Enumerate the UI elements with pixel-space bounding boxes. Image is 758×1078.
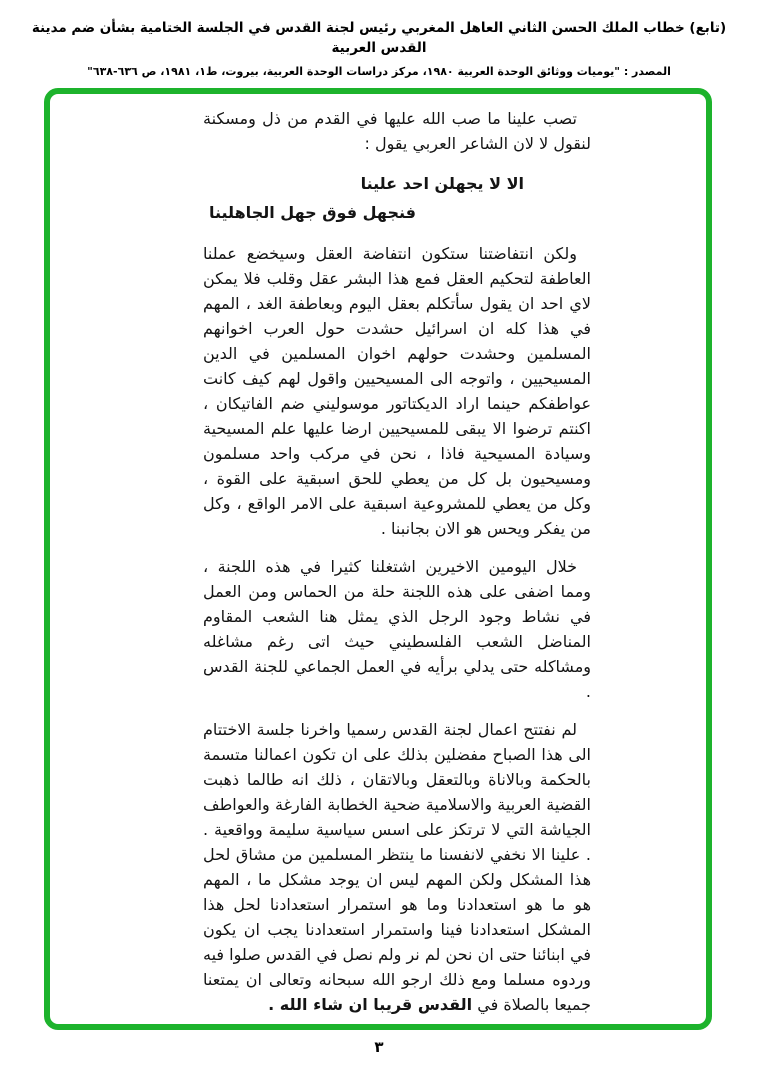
page-number: ٣ (374, 1038, 384, 1056)
paragraph-closing (203, 717, 591, 1017)
speech-text-block (203, 106, 591, 1030)
verse-line-1: الا لا يجهلن احد علينا (360, 174, 524, 193)
poetry-verse (203, 169, 591, 227)
paragraph-intifada: ولكن انتفاضتنا ستكون انتفاضة العقل وسيخضع عملنا العاطفة لتحكيم العقل فمع هذا البشر عقل وقلب فلا يمكن لاي احد ان يقول سأتكلم بعقل اليوم وبعاطفة الغد ، المهم في هذا كله ان اسرائيل حشدت حول العرب اخوانهم المسلمين وحشدت حولهم اخوان المسلمين في الدين المسيحيين ، واتوجه الى المسيحيين واقول لهم كيف كانت عواطفكم حينما اراد الديكتاتور موسوليني ضم الفاتيكان ، اكنتم ترضوا الا يبقى للمسيحيين ارضا عليها علم المسيحية وسيادة المسيحية فاذا ، نحن في مركب واحد مسلمون ومسيحيون بل كل من يعطي للحق اسبقية على القوة ، وكل من يعطي للمشروعية اسبقية على الامر الواقع ، وكل من يفكر ويحس هو الان بجانبنا . (203, 244, 591, 538)
paragraph-closing-main: لم نفتتح اعمال لجنة القدس رسميا واخرنا جلسة الاختتام الى هذا الصباح مفضلين بذلك على ان تكون اعمالنا متسمة بالحكمة وبالاناة وبالتعقل وبالاتقان ، ذلك انه طالما ذهبت القضية العربية والاسلامية ضحية الخطابة الفارغة والعواطف الجياشة التي لا ترتكز على اسس سياسية سليمة وواقعية . . علينا الا نخفي لانفسنا ما ينتظر المسلمين من مشاق لحل هذا المشكل ولكن المهم ليس ان يوجد مشكل ما ، المهم هو ما هو استعدادنا وما هو استمرار استعدادنا لحل هذا المشكل استعدادنا فينا واستمرار استعدادنا يجب ان يكون في ابنائنا حتى ان نحن لم نر ولم نصل في القدس صلوا فيه وردوه مسلما ومع ذلك ارجو الله سبحانه وتعالى ان يمتعنا جميعا بالصلاة في (203, 720, 591, 1014)
green-frame (44, 88, 712, 1030)
verse-line-2: فنجهل فوق جهل الجاهلينا (208, 203, 416, 222)
paragraph-closing-bold-tail: القدس قريبا ان شاء الله . (268, 995, 473, 1014)
document-header (20, 18, 738, 78)
document-source-line: المصدر : "يوميات ووثائق الوحدة العربية ١٩٨٠، مركز دراسات الوحدة العربية، بيروت، ط١، ١٩٨١، ص ٦٣٦-٦٣٨" (87, 65, 671, 78)
paragraph-committee: خلال اليومين الاخيرين اشتغلنا كثيرا في هذه اللجنة ، ومما اضفى على هذه اللجنة حلة من الحماس ومن العمل في نشاط وجود الرجل الذي يمثل هنا الشعب المقاوم المناضل الشعب الفلسطيني حيث اتى رغم مشاغله ومشاكله حتى يدلي برأيه في العمل الجماعي للجنة القدس . (203, 557, 591, 701)
paragraph-intro: تصب علينا ما صب الله عليها في القدم من ذل ومسكنة لنقول لا لان الشاعر العربي يقول : (203, 109, 591, 153)
document-title: (تابع) خطاب الملك الحسن الثاني العاهل المغربي رئيس لجنة القدس في الجلسة الختامية بشأن ضم مدينة القدس العربية (31, 20, 727, 56)
